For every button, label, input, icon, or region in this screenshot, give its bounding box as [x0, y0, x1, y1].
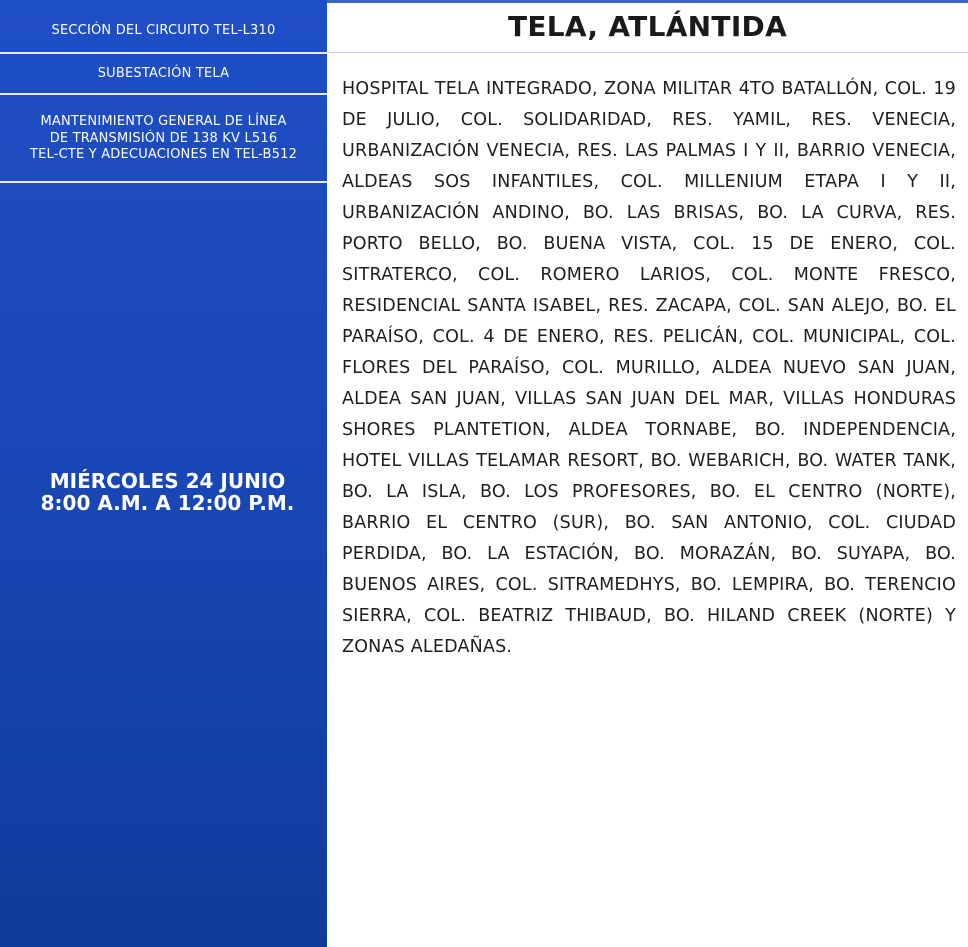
title-divider	[327, 52, 968, 53]
schedule-sidebar	[0, 0, 327, 947]
page-title: TELA, ATLÁNTIDA	[507, 10, 788, 43]
schedule-time: 8:00 A.M. A 12:00 P.M.	[40, 491, 295, 515]
circuit-section-label: SECCIÓN DEL CIRCUITO TEL-L310	[51, 23, 276, 38]
schedule-date: MIÉRCOLES 24 JUNIO	[49, 469, 286, 493]
divider	[0, 93, 327, 95]
schedule-datetime	[0, 470, 335, 514]
divider	[0, 181, 327, 183]
maintenance-line-1: MANTENIMIENTO GENERAL DE LÍNEA	[40, 114, 287, 129]
maintenance-line-2: DE TRANSMISIÓN DE 138 KV L516	[49, 130, 278, 146]
maintenance-description	[0, 100, 327, 180]
substation-label: SUBESTACIÓN TELA	[97, 66, 230, 81]
top-border	[327, 0, 968, 3]
divider	[0, 52, 327, 54]
maintenance-line-3: TEL-CTE Y ADECUACIONES EN TEL-B512	[29, 147, 298, 162]
affected-areas-text: HOSPITAL TELA INTEGRADO, ZONA MILITAR 4TO BATALLÓN, COL. 19 DE JULIO, COL. SOLIDARIDAD, RES. YAMIL, RES. VENECIA, URBANIZACIÓN VENECIA, RES. LAS PALMAS I Y II, BARRIO VENECIA, ALDEAS SOS INFANTILES, COL. MILLENIUM ETAPA I Y II, URBANIZACIÓN ANDINO, BO. LAS BRISAS, BO. LA CURVA, RES. PORTO BELLO, BO. BUENA VISTA, COL. 15 DE ENERO, COL. SITRATERCO, COL. ROMERO LARIOS, COL. MONTE FRESCO, RESIDENCIAL SANTA ISABEL, RES. ZACAPA, COL. SAN ALEJO, BO. EL PARAÍSO, COL. 4 DE ENERO, RES. PELICÁN, COL. MUNICIPAL, COL. FLORES DEL PARAÍSO, COL. MURILLO, ALDEA NUEVO SAN JUAN, ALDEA SAN JUAN, VILLAS SAN JUAN DEL MAR, VILLAS HONDURAS SHORES PLANTETION, ALDEA TORNABE, BO. INDEPENDENCIA, HOTEL VILLAS TELAMAR RESORT, BO. WEBARICH, BO. WATER TANK, BO. LA ISLA, BO. LOS PROFESORES, BO. EL CENTRO (NORTE), BARRIO EL CENTRO (SUR), BO. SAN ANTONIO, COL. CIUDAD PERDIDA, BO. LA ESTACIÓN, BO. MORAZÁN, BO. SUYAPA, BO. BUENOS AIRES, COL. SITRAMEDHYS, BO. LEMPIRA, BO. TERENCIO SIERRA, COL. BEATRIZ THIBAUD, BO. HILAND CREEK (NORTE) Y ZONAS ALEDAÑAS.	[342, 79, 956, 657]
